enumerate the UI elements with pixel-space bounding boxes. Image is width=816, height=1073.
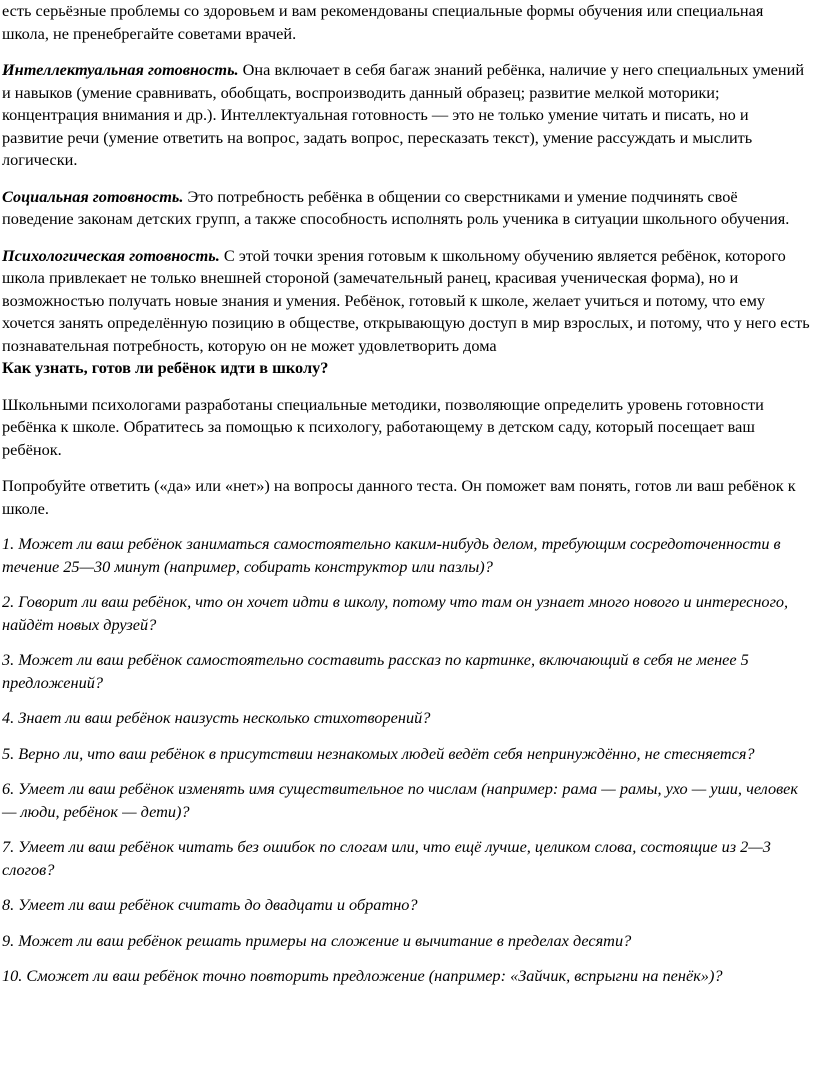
test-intro-paragraph: Попробуйте ответить («да» или «нет») на вопросы данного теста. Он поможет вам понять, готов ли ваш ребёнок к школе. [2,476,796,518]
intellectual-readiness-paragraph [2,59,812,172]
question-item: 6. Умеет ли ваш ребёнок изменять имя существительное по числам (например: рама — рамы, ухо — уши, человек — люди, ребёнок — дети)? [2,779,799,821]
social-readiness-title: Социальная готовность. [2,186,184,206]
question-item: 5. Верно ли, что ваш ребёнок в присутствии незнакомых людей ведёт себя непринуждённо, не стесняется? [2,743,755,763]
question-item: 3. Может ли ваш ребёнок самостоятельно составить рассказ по картинке, включающий в себя не менее 5 предложений? [2,650,749,692]
question-item: 4. Знает ли ваш ребёнок наизусть несколько стихотворений? [2,708,431,727]
social-readiness-text: Это потребность ребёнка в общении со сверстниками и умение подчинять своё поведение законам детских групп, а также способность исполнять роль ученика в ситуации школьного обучения. [2,186,790,228]
intro-paragraph: есть серьёзные проблемы со здоровьем и вам рекомендованы специальные формы обучения или специальная школа, не пренебрегайте советами врачей. [2,1,764,43]
question-item: 2. Говорит ли ваш ребёнок, что он хочет идти в школу, потому что там он узнает много нового и интересного, найдёт новых друзей? [2,592,789,634]
social-readiness-paragraph [2,186,812,231]
psychological-readiness-title: Психологическая готовность. [2,245,220,265]
section-heading: Как узнать, готов ли ребёнок идти в школу? [2,358,329,377]
intellectual-readiness-title: Интеллектуальная готовность. [2,60,239,79]
question-item: 8. Умеет ли ваш ребёнок считать до двадцати и обратно? [2,895,418,914]
question-item: 10. Сможет ли ваш ребёнок точно повторить предложение (например: «Зайчик, вспрыгни на пенёк»)? [2,966,723,985]
intellectual-readiness-text: Она включает в себя багаж знаний ребёнка, наличие у него специальных умений и навыков (умение сравнивать, обобщать, воспроизводить данный образец; развитие мелкой моторики; концентрация внимания и др.). Интеллектуальная готовность — это не только умение читать и писать, но и развитие речи (умение ответить на вопрос, задать вопрос, пересказать текст), умение рассуждать и мыслить логически. [2,60,805,169]
psychological-readiness-paragraph [2,245,812,358]
question-item: 1. Может ли ваш ребёнок заниматься самостоятельно каким-нибудь делом, требующим сосредоточенности в течение 25—30 минут (например, собирать конструктор или пазлы)? [2,534,781,576]
psychological-readiness-text: С этой точки зрения готовым к школьному обучению является ребёнок, которого школа привлекает не только внешней стороной (замечательный ранец, красивая ученическая форма), но и возможностью получать новые знания и умения. Ребёнок, готовый к школе, желает учиться и потому, что ему хочется занять определённую позицию в обществе, открывающую доступ в мир взрослых, и потому, что у него есть познавательная потребность, которую он не может удовлетворить дома [2,245,810,355]
psychologists-paragraph: Школьными психологами разработаны специальные методики, позволяющие определить уровень готовности ребёнка к школе. Обратитесь за помощью к психологу, работающему в детском саду, который посещает ваш ребёнок. [2,394,764,459]
question-item: 9. Может ли ваш ребёнок решать примеры на сложение и вычитание в пределах десяти? [2,930,632,950]
question-item: 7. Умеет ли ваш ребёнок читать без ошибок по слогам или, что ещё лучше, целиком слова, состоящие из 2—3 слогов? [2,837,771,879]
